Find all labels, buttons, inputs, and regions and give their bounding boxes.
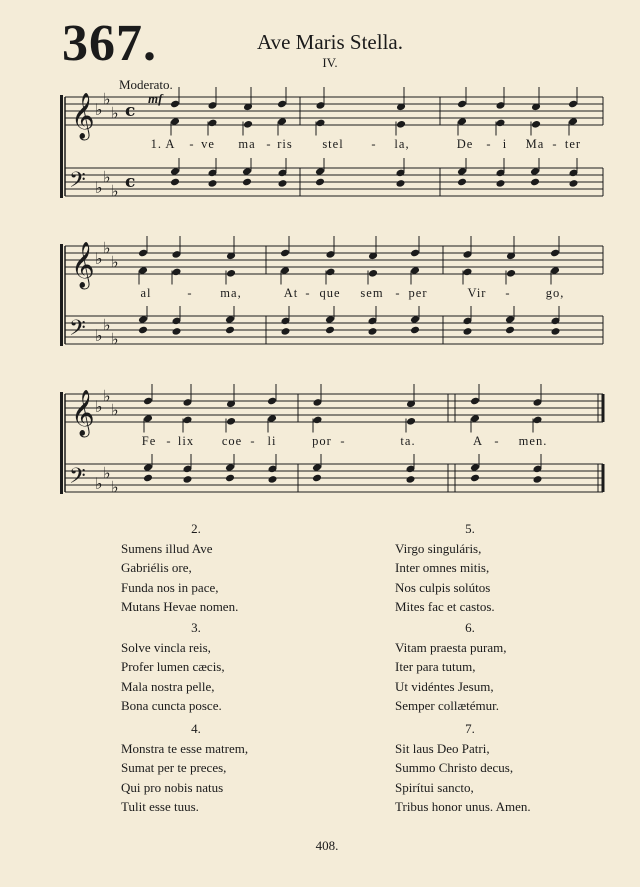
verse-line: Summo Christo decus, [395, 760, 514, 775]
lyric-syllable: ve [201, 137, 215, 151]
verse-line: Bona cuncta posce. [121, 698, 222, 713]
notehead [406, 475, 416, 484]
notehead [226, 417, 236, 426]
lyric-syllable: - [166, 434, 172, 448]
lyric-syllable: A [472, 434, 484, 448]
lyric-syllable: - [494, 434, 500, 448]
hymn-title: Ave Maris Stella. [257, 30, 403, 54]
tempo-marking: Moderato. [119, 77, 173, 92]
verse-line: Gabriélis ore, [121, 560, 192, 575]
verse-line: Mala nostra pelle, [121, 678, 215, 694]
flat-icon: ♭ [103, 315, 111, 335]
flat-icon: ♭ [95, 249, 103, 268]
verse-line: Tulit esse tuus. [121, 799, 199, 814]
verse-number: 6. [465, 620, 475, 635]
flat-icon: ♭ [103, 463, 111, 483]
flat-icon: ♭ [111, 477, 119, 497]
notehead [268, 475, 278, 484]
lyric-syllable: la, [394, 137, 410, 151]
hymn-number: 367. [62, 15, 157, 72]
flat-icon: ♭ [111, 252, 119, 272]
lyric-syllable: ter [564, 137, 582, 151]
verse-line: Profer lumen cæcis, [121, 659, 225, 674]
lyric-syllable: lix [177, 434, 195, 448]
lyric-syllable: stel [322, 137, 344, 151]
verse-line: Iter para tutum, [395, 659, 476, 674]
flat-icon: ♭ [111, 329, 119, 349]
treble-clef-icon: 𝄞 [71, 242, 95, 288]
flat-icon: ♭ [111, 400, 119, 420]
lyric-syllable: coe [221, 434, 243, 448]
verse-line: Semper collætémur. [395, 698, 499, 713]
notehead [312, 474, 322, 483]
lyric-syllable: - [187, 286, 193, 300]
verse-number: 4. [191, 721, 201, 736]
lyric-syllable: - [505, 286, 511, 300]
verse-4 [121, 719, 321, 817]
verse-line: Ut vidéntes Jesum, [395, 678, 494, 694]
verse-5 [395, 519, 595, 617]
lyric-syllable: per [408, 286, 428, 300]
lyric-syllable: que [319, 286, 341, 300]
flat-icon: ♭ [103, 89, 111, 109]
notehead [533, 416, 543, 425]
notehead [225, 474, 235, 483]
lyric-syllable: ma, [220, 286, 242, 300]
lyric-syllable: go, [545, 286, 565, 300]
verse-line: Inter omnes mitis, [395, 560, 490, 575]
verse-6 [395, 618, 595, 716]
verse-line: Vitam praesta puram, [395, 639, 507, 655]
verse-line: Mutans Hevae nomen. [121, 599, 239, 614]
lyric-syllable: Ma [525, 137, 545, 151]
verse-line: Virgo singuláris, [395, 540, 482, 556]
verse-line: Spirítui sancto, [395, 779, 474, 795]
lyric-syllable: - [266, 137, 272, 151]
lyric-syllable: men. [518, 434, 548, 448]
flat-icon: ♭ [95, 178, 103, 197]
verse-number: 3. [191, 620, 201, 635]
lyric-syllable: - [552, 137, 558, 151]
verse-line: Sumat per te preces, [121, 760, 227, 775]
lyric-syllable: - [395, 286, 401, 300]
lyric-syllable: At [283, 286, 299, 300]
verse-line: Solve vincla reis, [121, 639, 211, 655]
page-number: 408. [315, 838, 339, 853]
lyric-syllable: - [189, 137, 195, 151]
verse-line: Sit laus Deo Patri, [395, 740, 490, 756]
verse-number: 7. [465, 721, 475, 736]
treble-clef-icon: 𝄞 [71, 390, 95, 436]
verse-number: 2. [191, 521, 201, 536]
notehead [183, 416, 193, 425]
flat-icon: ♭ [103, 386, 111, 406]
lyric-syllable: Vir [467, 286, 487, 300]
verse-line: Monstra te esse matrem, [121, 740, 249, 756]
verse-line: Qui pro nobis natus [121, 779, 224, 795]
notehead [533, 475, 543, 484]
verse-line: Sumens illud Ave [121, 540, 213, 556]
treble-clef-icon: 𝄞 [71, 93, 95, 139]
bass-clef-icon: 𝄢 [69, 464, 86, 494]
lyric-syllable: sem [360, 286, 384, 300]
flat-icon: ♭ [95, 326, 103, 345]
verse-2 [121, 519, 321, 617]
mode-marking: IV. [322, 55, 338, 70]
notehead [470, 474, 480, 483]
lyric-syllable: por [312, 434, 332, 448]
flat-icon: ♭ [95, 397, 103, 416]
lyric-syllable: - [250, 434, 256, 448]
flat-icon: ♭ [103, 167, 111, 187]
verse-line: Nos culpis solútos [395, 579, 491, 595]
flat-icon: ♭ [95, 100, 103, 119]
lyric-syllable: li [267, 434, 277, 448]
lyric-syllable: i [502, 137, 508, 151]
bass-clef-icon: 𝄢 [69, 168, 86, 198]
notehead [143, 474, 153, 483]
dynamic-marking: mf [148, 91, 163, 106]
common-time-icon: c [125, 101, 136, 121]
notehead [406, 417, 416, 426]
lyric-syllable: - [340, 434, 346, 448]
lyric-syllable: - [305, 286, 311, 300]
lyric-syllable: ma [238, 137, 256, 151]
verse-number: 5. [465, 521, 475, 536]
verse-line: Tribus honor unus. Amen. [395, 799, 531, 814]
lyric-syllable: - [371, 137, 377, 151]
lyric-syllable: - [486, 137, 492, 151]
flat-icon: ♭ [111, 103, 119, 123]
flat-icon: ♭ [103, 238, 111, 258]
verse-7 [395, 719, 595, 817]
lyric-syllable: De [456, 137, 474, 151]
lyric-syllable: 1. A [150, 137, 176, 151]
lyric-syllable: al [140, 286, 152, 300]
lyric-syllable: ta. [400, 434, 416, 448]
flat-icon: ♭ [95, 474, 103, 493]
lyrics-row-3 [0, 434, 640, 452]
notehead [183, 475, 193, 484]
common-time-icon: c [125, 172, 136, 192]
bass-clef-icon: 𝄢 [69, 316, 86, 346]
verse-line: Mites fac et castos. [395, 599, 495, 614]
verse-line: Funda nos in pace, [121, 579, 219, 595]
notehead [313, 416, 323, 425]
flat-icon: ♭ [111, 181, 119, 201]
verse-3 [121, 618, 321, 716]
lyric-syllable: ris [277, 137, 293, 151]
lyric-syllable: Fe [141, 434, 157, 448]
